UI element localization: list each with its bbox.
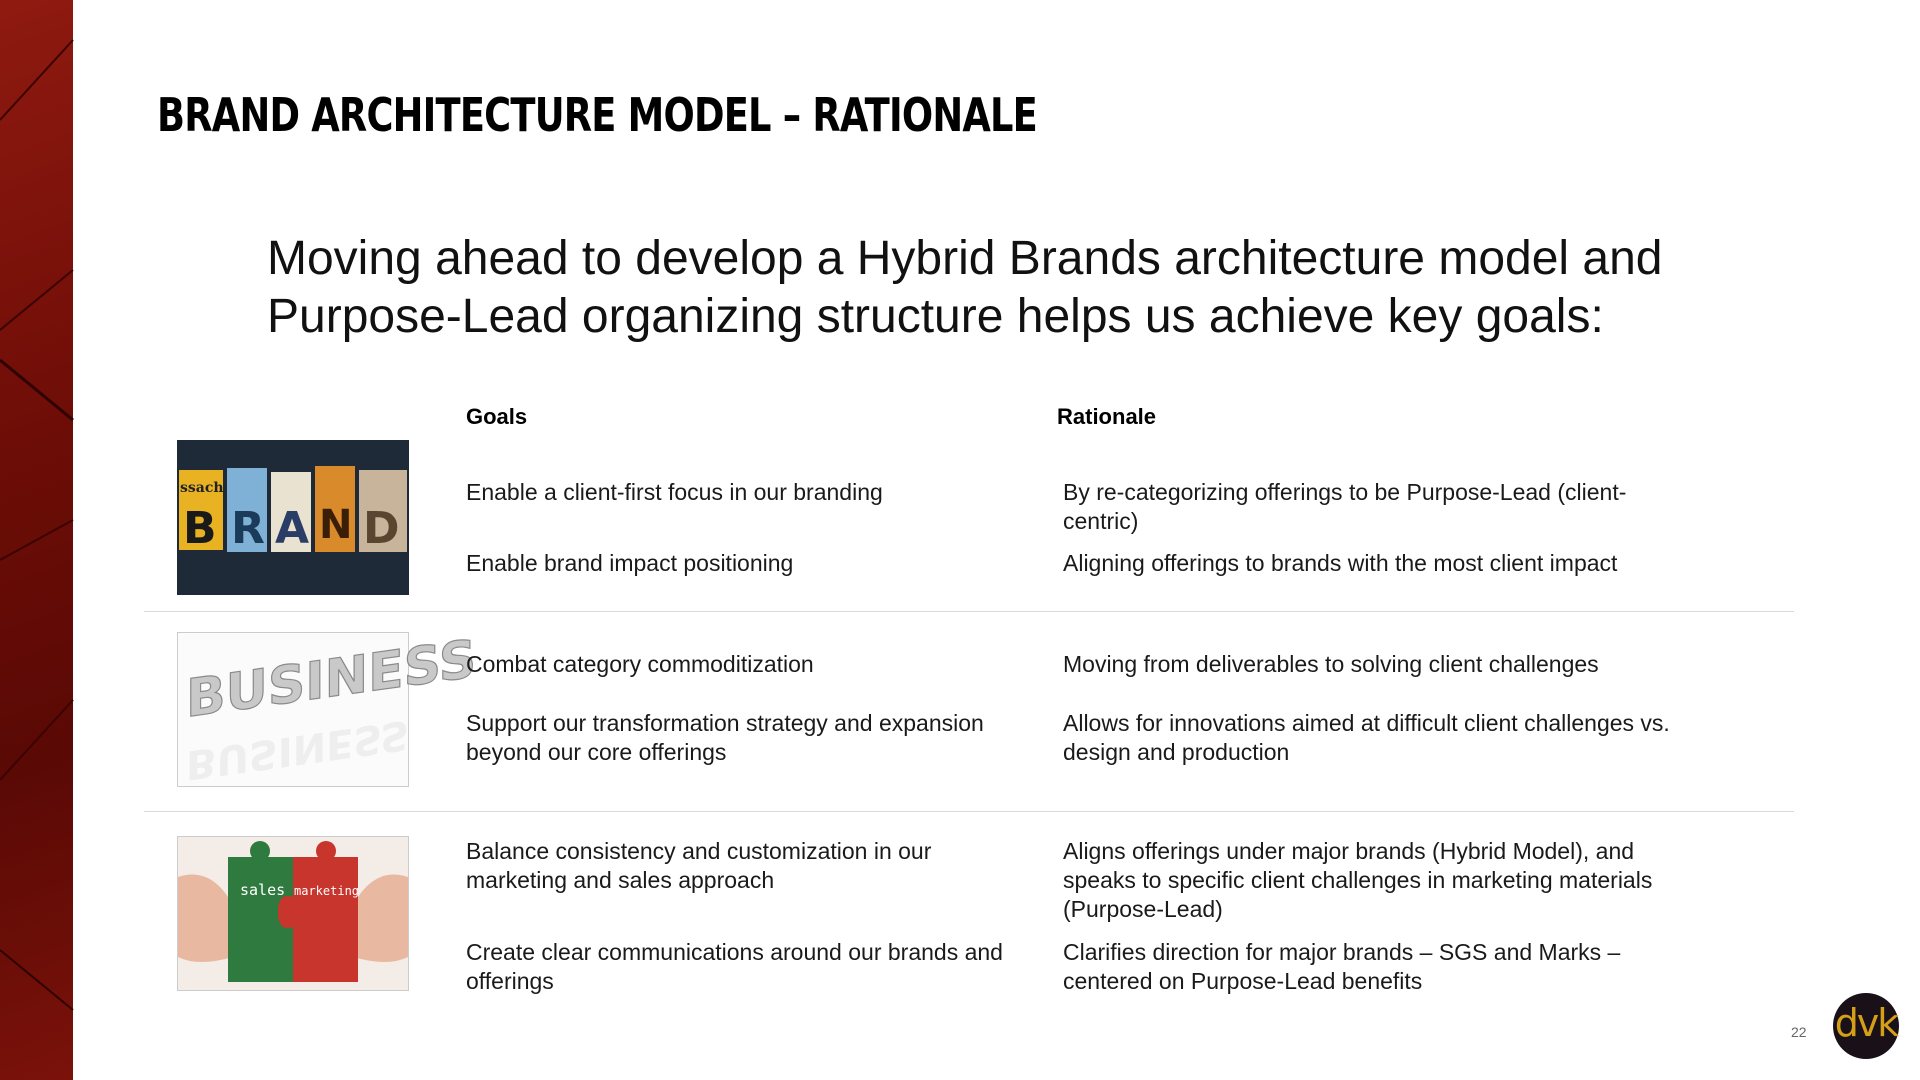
rationale-text: Aligning offerings to brands with the most client impact <box>1063 550 1618 576</box>
goal-text: Support our transformation strategy and expansion beyond our core offerings <box>466 710 984 765</box>
dvk-logo <box>1833 993 1899 1059</box>
rationale-header: Rationale <box>1057 404 1157 429</box>
puzzle-marketing-label: marketing <box>294 884 360 898</box>
sidebar-pattern <box>0 0 73 1080</box>
goal-text: Enable brand impact positioning <box>466 550 794 576</box>
brand-tag-text: ssach <box>180 480 224 496</box>
rationale-text: Aligns offerings under major brands (Hybrid Model), and speaks to specific client challenges in marketing materials (Purpose-Lead) <box>1063 838 1653 922</box>
sales-marketing-puzzle-image <box>177 836 409 991</box>
page-number: 22 <box>1791 1024 1807 1040</box>
brand-letter: N <box>319 502 353 548</box>
lead-statement: Moving ahead to develop a Hybrid Brands architecture model and Purpose-Lead organizing structure helps us achieve key goals: <box>267 232 1663 343</box>
brand-letter: A <box>275 503 310 554</box>
row-divider <box>144 611 1794 612</box>
rationale-text: By re-categorizing offerings to be Purpose-Lead (client-centric) <box>1063 479 1627 534</box>
business-word: BUSINESS <box>186 629 477 730</box>
rationale-text: Clarifies direction for major brands – SGS and Marks – centered on Purpose-Lead benefits <box>1063 939 1621 994</box>
business-3d-text-image <box>177 629 477 788</box>
goal-text: Create clear communications around our brands and offerings <box>466 939 1003 994</box>
goal-text: Balance consistency and customization in our marketing and sales approach <box>466 838 932 893</box>
rationale-text: Allows for innovations aimed at difficult client challenges vs. design and production <box>1063 710 1670 765</box>
slide-title: BRAND ARCHITECTURE MODEL – RATIONALE <box>157 88 1038 142</box>
rationale-text: Moving from deliverables to solving client challenges <box>1063 651 1599 677</box>
logo-text: dvk <box>1834 1001 1898 1045</box>
brand-letter: B <box>183 503 217 554</box>
puzzle-sales-label: sales <box>240 881 286 899</box>
goals-header: Goals <box>466 404 528 429</box>
goal-text: Enable a client-first focus in our branding <box>466 479 883 505</box>
brand-letter: R <box>231 503 265 554</box>
decorative-sidebar <box>0 0 73 1080</box>
business-reflection: BUSINESS <box>186 710 410 788</box>
row-divider <box>144 811 1794 812</box>
brand-letter: D <box>363 503 400 554</box>
goal-text: Combat category commoditization <box>466 651 814 677</box>
brand-letters-image <box>177 440 409 595</box>
